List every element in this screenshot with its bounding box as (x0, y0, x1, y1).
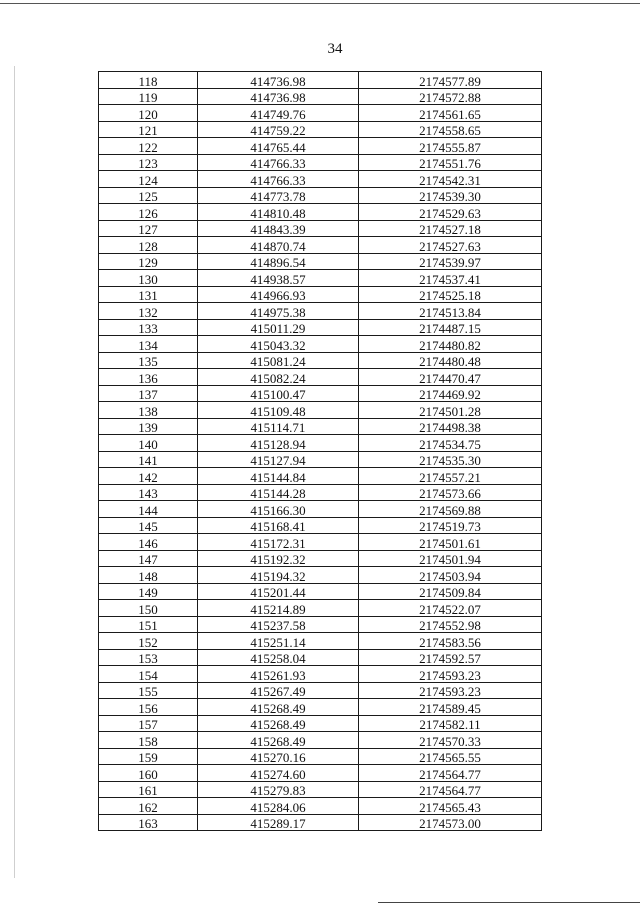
table-row (99, 435, 542, 452)
table-row (99, 633, 542, 650)
table-row (99, 319, 542, 336)
point-number-cell: 140 (99, 435, 198, 452)
table-row (99, 501, 542, 518)
scan-edge-bottom (378, 902, 640, 903)
point-number-cell: 158 (99, 732, 198, 749)
y-coordinate-cell: 2174557.21 (359, 468, 542, 485)
point-number-cell: 154 (99, 666, 198, 683)
y-coordinate-cell: 2174534.75 (359, 435, 542, 452)
x-coordinate-cell: 414810.48 (198, 204, 359, 221)
point-number-cell: 120 (99, 105, 198, 122)
point-number-cell: 151 (99, 616, 198, 633)
x-coordinate-cell: 415201.44 (198, 583, 359, 600)
x-coordinate-cell: 414966.93 (198, 286, 359, 303)
page-number: 34 (327, 41, 343, 57)
y-coordinate-cell: 2174565.43 (359, 798, 542, 815)
x-coordinate-cell: 415268.49 (198, 732, 359, 749)
table-row (99, 138, 542, 155)
point-number-cell: 124 (99, 171, 198, 188)
table-row (99, 237, 542, 254)
y-coordinate-cell: 2174555.87 (359, 138, 542, 155)
point-number-cell: 162 (99, 798, 198, 815)
point-number-cell: 142 (99, 468, 198, 485)
point-number-cell: 138 (99, 402, 198, 419)
point-number-cell: 126 (99, 204, 198, 221)
x-coordinate-cell: 415194.32 (198, 567, 359, 584)
table-row (99, 418, 542, 435)
point-number-cell: 147 (99, 550, 198, 567)
table-row (99, 517, 542, 534)
x-coordinate-cell: 415172.31 (198, 534, 359, 551)
table-row (99, 748, 542, 765)
x-coordinate-cell: 414870.74 (198, 237, 359, 254)
point-number-cell: 160 (99, 765, 198, 782)
table-row (99, 468, 542, 485)
x-coordinate-cell: 415274.60 (198, 765, 359, 782)
coordinates-table-body (99, 72, 542, 831)
y-coordinate-cell: 2174537.41 (359, 270, 542, 287)
point-number-cell: 144 (99, 501, 198, 518)
y-coordinate-cell: 2174513.84 (359, 303, 542, 320)
table-row (99, 220, 542, 237)
x-coordinate-cell: 414766.33 (198, 171, 359, 188)
y-coordinate-cell: 2174501.28 (359, 402, 542, 419)
x-coordinate-cell: 415109.48 (198, 402, 359, 419)
x-coordinate-cell: 415011.29 (198, 319, 359, 336)
x-coordinate-cell: 415279.83 (198, 781, 359, 798)
point-number-cell: 161 (99, 781, 198, 798)
y-coordinate-cell: 2174572.88 (359, 88, 542, 105)
table-row (99, 336, 542, 353)
point-number-cell: 153 (99, 649, 198, 666)
y-coordinate-cell: 2174569.88 (359, 501, 542, 518)
table-row (99, 270, 542, 287)
x-coordinate-cell: 415268.49 (198, 699, 359, 716)
y-coordinate-cell: 2174469.92 (359, 385, 542, 402)
table-row (99, 567, 542, 584)
y-coordinate-cell: 2174551.76 (359, 154, 542, 171)
table-row (99, 798, 542, 815)
x-coordinate-cell: 414843.39 (198, 220, 359, 237)
point-number-cell: 133 (99, 319, 198, 336)
scan-edge-top (0, 3, 640, 4)
point-number-cell: 121 (99, 121, 198, 138)
y-coordinate-cell: 2174573.66 (359, 484, 542, 501)
point-number-cell: 146 (99, 534, 198, 551)
x-coordinate-cell: 414896.54 (198, 253, 359, 270)
table-row (99, 550, 542, 567)
table-row (99, 600, 542, 617)
y-coordinate-cell: 2174501.61 (359, 534, 542, 551)
x-coordinate-cell: 415100.47 (198, 385, 359, 402)
table-row (99, 781, 542, 798)
y-coordinate-cell: 2174501.94 (359, 550, 542, 567)
table-row (99, 402, 542, 419)
y-coordinate-cell: 2174593.23 (359, 682, 542, 699)
y-coordinate-cell: 2174480.48 (359, 352, 542, 369)
y-coordinate-cell: 2174522.07 (359, 600, 542, 617)
y-coordinate-cell: 2174509.84 (359, 583, 542, 600)
x-coordinate-cell: 415251.14 (198, 633, 359, 650)
point-number-cell: 152 (99, 633, 198, 650)
table-row (99, 765, 542, 782)
table-row (99, 583, 542, 600)
table-row (99, 649, 542, 666)
point-number-cell: 131 (99, 286, 198, 303)
point-number-cell: 122 (99, 138, 198, 155)
x-coordinate-cell: 415192.32 (198, 550, 359, 567)
table-row (99, 814, 542, 831)
x-coordinate-cell: 414759.22 (198, 121, 359, 138)
x-coordinate-cell: 415214.89 (198, 600, 359, 617)
table-row (99, 171, 542, 188)
point-number-cell: 163 (99, 814, 198, 831)
table-row (99, 154, 542, 171)
y-coordinate-cell: 2174519.73 (359, 517, 542, 534)
point-number-cell: 155 (99, 682, 198, 699)
x-coordinate-cell: 414736.98 (198, 72, 359, 89)
y-coordinate-cell: 2174542.31 (359, 171, 542, 188)
point-number-cell: 130 (99, 270, 198, 287)
y-coordinate-cell: 2174498.38 (359, 418, 542, 435)
point-number-cell: 159 (99, 748, 198, 765)
point-number-cell: 145 (99, 517, 198, 534)
point-number-cell: 125 (99, 187, 198, 204)
y-coordinate-cell: 2174561.65 (359, 105, 542, 122)
y-coordinate-cell: 2174470.47 (359, 369, 542, 386)
x-coordinate-cell: 414766.33 (198, 154, 359, 171)
point-number-cell: 150 (99, 600, 198, 617)
y-coordinate-cell: 2174527.63 (359, 237, 542, 254)
point-number-cell: 118 (99, 72, 198, 89)
x-coordinate-cell: 415261.93 (198, 666, 359, 683)
table-row (99, 715, 542, 732)
point-number-cell: 119 (99, 88, 198, 105)
y-coordinate-cell: 2174573.00 (359, 814, 542, 831)
x-coordinate-cell: 415237.58 (198, 616, 359, 633)
table-row (99, 88, 542, 105)
x-coordinate-cell: 414749.76 (198, 105, 359, 122)
table-row (99, 121, 542, 138)
table-row (99, 369, 542, 386)
table-row (99, 666, 542, 683)
table-row (99, 303, 542, 320)
x-coordinate-cell: 415267.49 (198, 682, 359, 699)
x-coordinate-cell: 415144.28 (198, 484, 359, 501)
x-coordinate-cell: 415268.49 (198, 715, 359, 732)
point-number-cell: 141 (99, 451, 198, 468)
y-coordinate-cell: 2174593.23 (359, 666, 542, 683)
x-coordinate-cell: 414765.44 (198, 138, 359, 155)
table-row (99, 72, 542, 89)
table-row (99, 204, 542, 221)
x-coordinate-cell: 415043.32 (198, 336, 359, 353)
table-row (99, 105, 542, 122)
x-coordinate-cell: 415128.94 (198, 435, 359, 452)
y-coordinate-cell: 2174539.30 (359, 187, 542, 204)
x-coordinate-cell: 415081.24 (198, 352, 359, 369)
point-number-cell: 143 (99, 484, 198, 501)
y-coordinate-cell: 2174503.94 (359, 567, 542, 584)
x-coordinate-cell: 415258.04 (198, 649, 359, 666)
y-coordinate-cell: 2174583.56 (359, 633, 542, 650)
y-coordinate-cell: 2174535.30 (359, 451, 542, 468)
x-coordinate-cell: 415082.24 (198, 369, 359, 386)
table-row (99, 187, 542, 204)
table-row (99, 534, 542, 551)
point-number-cell: 129 (99, 253, 198, 270)
y-coordinate-cell: 2174589.45 (359, 699, 542, 716)
x-coordinate-cell: 415114.71 (198, 418, 359, 435)
point-number-cell: 148 (99, 567, 198, 584)
y-coordinate-cell: 2174529.63 (359, 204, 542, 221)
x-coordinate-cell: 415144.84 (198, 468, 359, 485)
table-row (99, 385, 542, 402)
coordinates-table (98, 71, 542, 831)
point-number-cell: 156 (99, 699, 198, 716)
point-number-cell: 132 (99, 303, 198, 320)
x-coordinate-cell: 415166.30 (198, 501, 359, 518)
x-coordinate-cell: 415270.16 (198, 748, 359, 765)
x-coordinate-cell: 414736.98 (198, 88, 359, 105)
y-coordinate-cell: 2174525.18 (359, 286, 542, 303)
scan-edge-left (14, 66, 15, 878)
point-number-cell: 135 (99, 352, 198, 369)
table-row (99, 451, 542, 468)
table-row (99, 253, 542, 270)
y-coordinate-cell: 2174558.65 (359, 121, 542, 138)
y-coordinate-cell: 2174539.97 (359, 253, 542, 270)
y-coordinate-cell: 2174552.98 (359, 616, 542, 633)
table-row (99, 682, 542, 699)
x-coordinate-cell: 415168.41 (198, 517, 359, 534)
point-number-cell: 157 (99, 715, 198, 732)
point-number-cell: 149 (99, 583, 198, 600)
x-coordinate-cell: 415284.06 (198, 798, 359, 815)
y-coordinate-cell: 2174564.77 (359, 765, 542, 782)
y-coordinate-cell: 2174582.11 (359, 715, 542, 732)
x-coordinate-cell: 415289.17 (198, 814, 359, 831)
y-coordinate-cell: 2174565.55 (359, 748, 542, 765)
table-row (99, 352, 542, 369)
y-coordinate-cell: 2174527.18 (359, 220, 542, 237)
x-coordinate-cell: 414975.38 (198, 303, 359, 320)
x-coordinate-cell: 414938.57 (198, 270, 359, 287)
point-number-cell: 136 (99, 369, 198, 386)
table-row (99, 616, 542, 633)
table-row (99, 484, 542, 501)
y-coordinate-cell: 2174487.15 (359, 319, 542, 336)
point-number-cell: 139 (99, 418, 198, 435)
y-coordinate-cell: 2174577.89 (359, 72, 542, 89)
table-row (99, 732, 542, 749)
y-coordinate-cell: 2174592.57 (359, 649, 542, 666)
x-coordinate-cell: 415127.94 (198, 451, 359, 468)
y-coordinate-cell: 2174570.33 (359, 732, 542, 749)
table-row (99, 286, 542, 303)
point-number-cell: 127 (99, 220, 198, 237)
point-number-cell: 128 (99, 237, 198, 254)
y-coordinate-cell: 2174480.82 (359, 336, 542, 353)
point-number-cell: 137 (99, 385, 198, 402)
y-coordinate-cell: 2174564.77 (359, 781, 542, 798)
point-number-cell: 134 (99, 336, 198, 353)
point-number-cell: 123 (99, 154, 198, 171)
x-coordinate-cell: 414773.78 (198, 187, 359, 204)
table-row (99, 699, 542, 716)
